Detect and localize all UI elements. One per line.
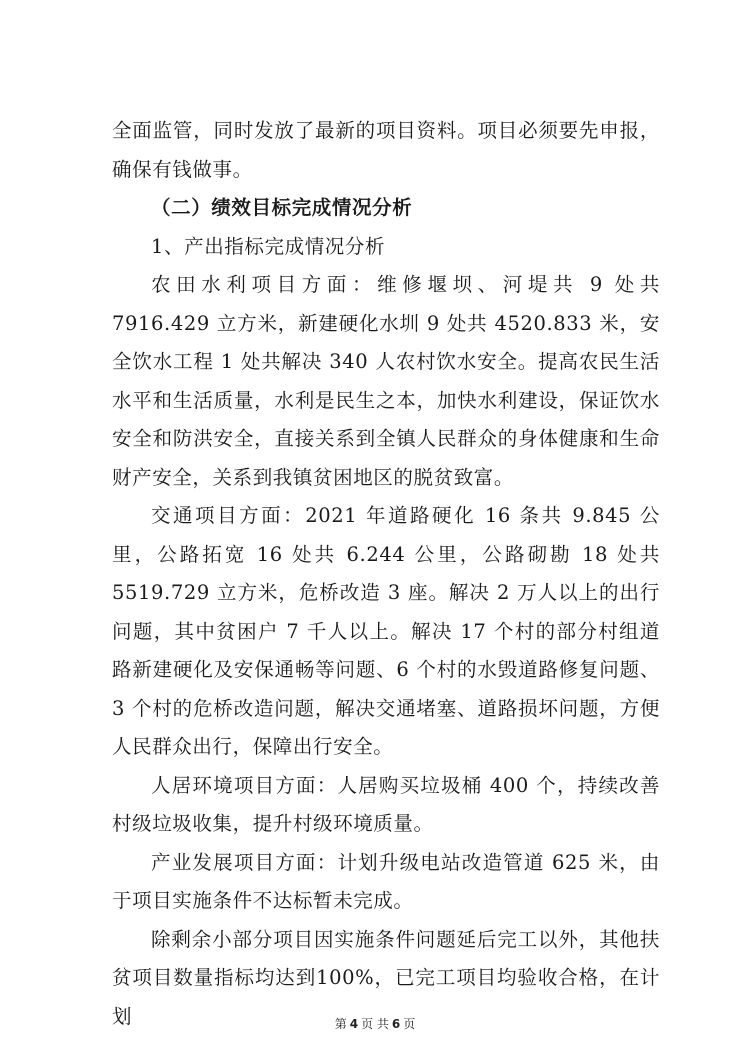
page-footer: [0, 1016, 750, 1032]
document-body: [112, 112, 660, 1036]
footer-middle: 页 共: [361, 1017, 389, 1031]
paragraph-living-environment: 人居环境项目方面：人居购买垃圾桶 400 个，持续改善村级垃圾收集，提升村级环境质量。: [112, 773, 660, 835]
paragraph-transportation: 交通项目方面：2021 年道路硬化 16 条共 9.845 公里，公路拓宽 16 处共 6.244 公里，公路砌勘 18 处共 5519.729 立方米，危桥改造 3 座。解决 2 万人以上的出行问题，其中贫困户 7 千人以上。解决 17 个村的部分村组道路新建硬化及安保通畅等问题、6 个村的水毁道路修复问题、3 个村的危桥改造问题，解决交通堵塞、道路损坏问题，方便人民群众出行，保障出行安全。: [112, 504, 660, 758]
subsection-heading: 1、产出指标完成情况分析: [151, 234, 386, 258]
paragraph-industry-development: 产业发展项目方面：计划升级电站改造管道 625 米，由于项目实施条件不达标暂未完成。: [112, 850, 660, 912]
page-number-current: 4: [349, 1017, 359, 1031]
paragraph-water-conservancy: 农田水利项目方面：维修堰坝、河堤共 9 处共 7916.429 立方米，新建硬化水圳 9 处共 4520.833 米，安全饮水工程 1 处共解决 340 人农村饮水安全。提高农民生活水平和生活质量，水利是民生之本，加快水利建设，保证饮水安全和防洪安全，直接关系到全镇人民群众的身体健康和生命财产安全，关系到我镇贫困地区的脱贫致富。: [112, 273, 660, 489]
footer-prefix: 第: [334, 1017, 347, 1031]
page-number-total: 6: [391, 1017, 401, 1031]
section-heading: （二）绩效目标完成情况分析: [151, 196, 413, 219]
paragraph-summary: 除剩余小部分项目因实施条件问题延后完工以外，其他扶贫项目数量指标均达到100%，已完工项目均验收合格，在计划: [112, 927, 660, 1028]
paragraph-continuation: 全面监管，同时发放了最新的项目资料。项目必须要先申报，确保有钱做事。: [112, 119, 660, 181]
footer-suffix: 页: [403, 1017, 416, 1031]
